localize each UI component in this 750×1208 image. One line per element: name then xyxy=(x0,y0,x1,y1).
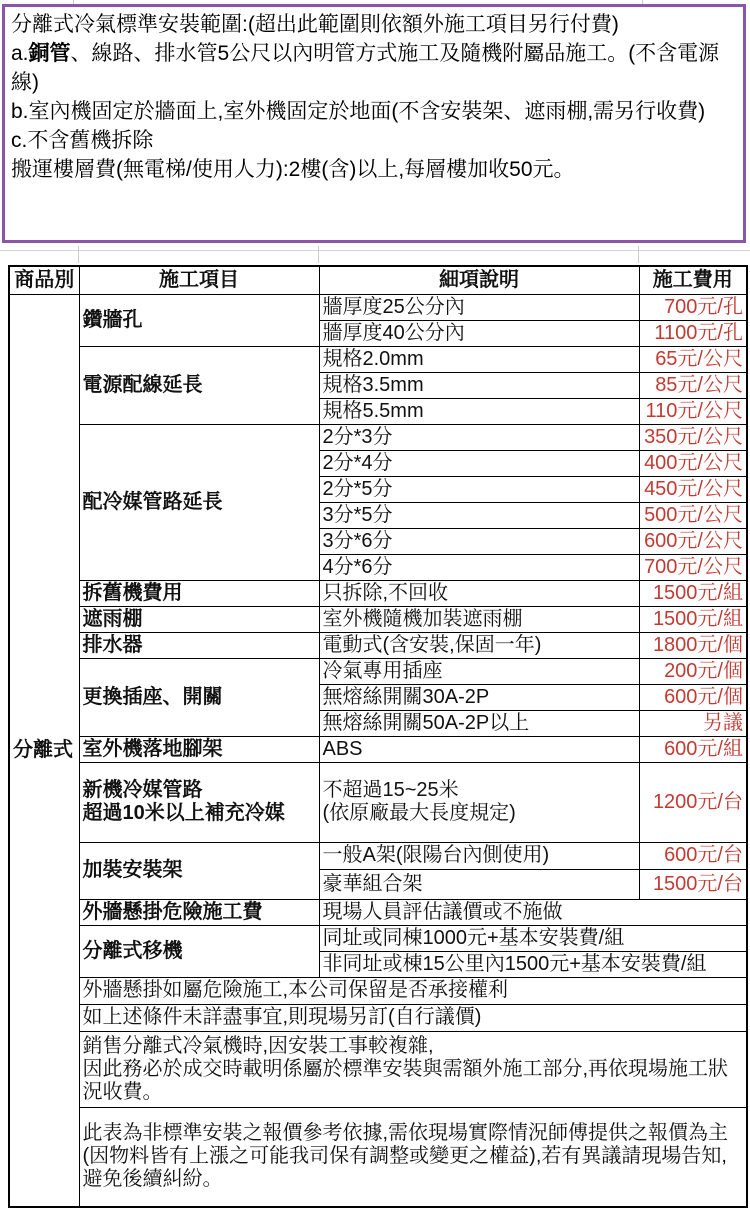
fee-cell: 1800元/個 xyxy=(639,632,747,658)
fee-cell: 1500元/組 xyxy=(639,606,747,632)
footnote-quote-disclaimer: 此表為非標準安裝之報價參考依據,需依現場實際情況師傅提供之報價為主(因物料皆有上漲之可能我司保有調整或變更之權益),若有異議請現場告知,避免後續糾紛。 xyxy=(79,1107,747,1207)
item-cell-socket-switch-replacement: 更換插座、開關 xyxy=(79,658,319,736)
fee-cell: 600元/組 xyxy=(639,736,747,762)
desc-cell: 無熔絲開關50A-2P以上 xyxy=(319,710,639,736)
item-cell-drill-wall-hole: 鑽牆孔 xyxy=(79,294,319,346)
item-cell-unit-relocation: 分離式移機 xyxy=(79,925,319,977)
fee-cell: 85元/公尺 xyxy=(639,372,747,398)
table-row xyxy=(9,580,747,606)
fee-cell: 1500元/台 xyxy=(639,869,747,899)
gridline-remnant-mid-1 xyxy=(78,246,79,263)
desc-cell: 規格2.0mm xyxy=(319,346,639,372)
fee-cell: 1200元/台 xyxy=(639,762,747,842)
notice-item-b: b.室內機固定於牆面上,室外機固定於地面(不含安裝架、遮雨棚,需另行收費) xyxy=(11,100,706,123)
footnote-row xyxy=(9,1004,747,1031)
item-cell-exterior-wall-hazard-fee: 外牆懸掛危險施工費 xyxy=(79,899,319,925)
item-cell-old-unit-removal: 拆舊機費用 xyxy=(79,580,319,606)
desc-cell: 室外機隨機加裝遮雨棚 xyxy=(319,606,639,632)
table-row xyxy=(9,842,747,869)
desc-cell: 牆厚度25公分內 xyxy=(319,294,639,320)
table-row xyxy=(9,658,747,684)
table-row xyxy=(9,736,747,762)
fee-cell: 另議 xyxy=(639,710,747,736)
fee-cell: 500元/公尺 xyxy=(639,502,747,528)
fee-cell: 350元/公尺 xyxy=(639,424,747,450)
footnote-unlisted-conditions: 如上述條件未詳盡事宜,則現場另訂(自行議價) xyxy=(79,1004,747,1031)
notice-item-c: c.不含舊機拆除 xyxy=(11,129,154,152)
gridline-remnant-mid-3 xyxy=(638,246,639,263)
table-row xyxy=(9,762,747,842)
header-work-item: 施工項目 xyxy=(79,266,319,294)
table-header-row xyxy=(9,266,747,294)
header-detail: 細項說明 xyxy=(319,266,639,294)
desc-cell: 規格5.5mm xyxy=(319,398,639,424)
installation-fee-table xyxy=(8,265,748,1208)
desc-cell: 冷氣專用插座 xyxy=(319,658,639,684)
desc-cell: 只拆除,不回收 xyxy=(319,580,639,606)
header-fee: 施工費用 xyxy=(639,266,747,294)
item-cell-mounting-bracket: 加裝安裝架 xyxy=(79,842,319,899)
desc-cell: 4分*6分 xyxy=(319,554,639,580)
item-cell-power-wiring-extension: 電源配線延長 xyxy=(79,346,319,424)
fee-cell: 600元/公尺 xyxy=(639,528,747,554)
table-row xyxy=(9,632,747,658)
desc-cell: 2分*3分 xyxy=(319,424,639,450)
fee-cell: 1100元/孔 xyxy=(639,320,747,346)
desc-cell: 同址或同棟1000元+基本安裝費/組 xyxy=(319,925,747,951)
notice-title: 分離式冷氣標準安裝範圍:(超出此範圍則依額外施工項目另行付費) xyxy=(11,13,619,36)
desc-cell: 不超過15~25米 (依原廠最大長度規定) xyxy=(319,762,639,842)
fee-cell: 700元/孔 xyxy=(639,294,747,320)
desc-cell: 牆厚度40公分內 xyxy=(319,320,639,346)
standard-installation-notice xyxy=(2,4,746,243)
desc-cell: 規格3.5mm xyxy=(319,372,639,398)
footnote-row xyxy=(9,1031,747,1107)
fee-cell: 400元/公尺 xyxy=(639,450,747,476)
desc-cell: 2分*5分 xyxy=(319,476,639,502)
fee-cell: 1500元/組 xyxy=(639,580,747,606)
notice-item-a: a.銅管、線路、排水管5公尺以內明管方式施工及隨機附屬品施工。(不含電源線) xyxy=(11,42,720,94)
desc-cell: 電動式(含安裝,保固一年) xyxy=(319,632,639,658)
footnote-sales-note: 銷售分離式冷氣機時,因安裝工事較複雜, 因此務必於成交時載明係屬於標準安裝與需額外施工部分,再依現場施工狀況收費。 xyxy=(79,1031,747,1107)
fee-cell: 110元/公尺 xyxy=(639,398,747,424)
desc-cell: 2分*4分 xyxy=(319,450,639,476)
desc-cell: 豪華組合架 xyxy=(319,869,639,899)
fee-cell: 450元/公尺 xyxy=(639,476,747,502)
table-row xyxy=(9,346,747,372)
table-row xyxy=(9,606,747,632)
desc-cell: 非同址或棟15公里內1500元+基本安裝費/組 xyxy=(319,951,747,977)
desc-cell: 一般A架(限陽台內側使用) xyxy=(319,842,639,869)
notice-moving-fee: 搬運樓層費(無電梯/使用人力):2樓(含)以上,每層樓加收50元。 xyxy=(11,158,575,181)
footnote-hazard-rights: 外牆懸掛如屬危險施工,本公司保留是否承接權利 xyxy=(79,977,747,1004)
table-row xyxy=(9,925,747,951)
desc-cell: 無熔絲開關30A-2P xyxy=(319,684,639,710)
product-category-cell: 分離式 xyxy=(9,294,79,1207)
item-cell-refrigerant-pipe-extension: 配冷媒管路延長 xyxy=(79,424,319,580)
fee-cell: 200元/個 xyxy=(639,658,747,684)
fee-cell: 600元/個 xyxy=(639,684,747,710)
fee-cell: 700元/公尺 xyxy=(639,554,747,580)
item-cell-rain-shelter: 遮雨棚 xyxy=(79,606,319,632)
table-row xyxy=(9,424,747,450)
desc-cell: ABS xyxy=(319,736,639,762)
table-row xyxy=(9,294,747,320)
footnote-row xyxy=(9,1107,747,1207)
item-cell-refrigerant-refill: 新機冷媒管路 超過10米以上補充冷媒 xyxy=(79,762,319,842)
desc-cell: 3分*6分 xyxy=(319,528,639,554)
table-row xyxy=(9,899,747,925)
item-cell-drain-pump: 排水器 xyxy=(79,632,319,658)
header-product-category: 商品別 xyxy=(9,266,79,294)
item-cell-outdoor-floor-stand: 室外機落地腳架 xyxy=(79,736,319,762)
gridline-remnant-mid-2 xyxy=(318,246,319,263)
fee-cell: 600元/台 xyxy=(639,842,747,869)
desc-cell: 現場人員評估議價或不施做 xyxy=(319,899,747,925)
footnote-row xyxy=(9,977,747,1004)
fee-cell: 65元/公尺 xyxy=(639,346,747,372)
desc-cell: 3分*5分 xyxy=(319,502,639,528)
